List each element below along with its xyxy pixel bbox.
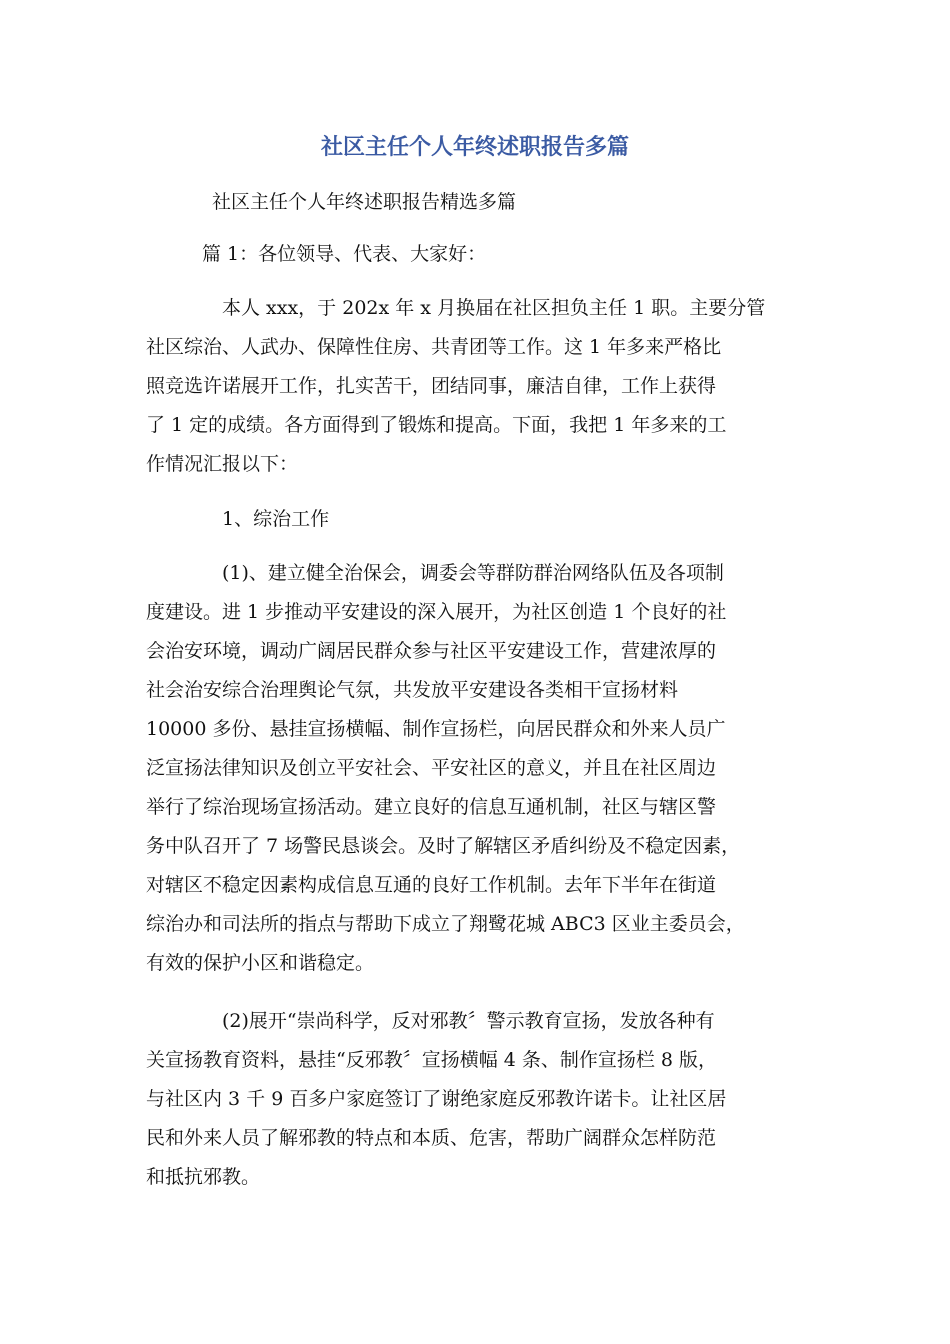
paragraph-line: 务中队召开了 7 场警民恳谈会。及时了解辖区矛盾纠纷及不稳定因素， xyxy=(146,835,741,857)
paragraph-line: 举行了综治现场宣扬活动。建立良好的信息互通机制，社区与辖区警 xyxy=(146,796,717,818)
paragraph-line: 综治办和司法所的指点与帮助下成立了翔鹭花城 ABC3 区业主委员会， xyxy=(146,913,745,935)
paragraph-line: 泛宣扬法律知识及创立平安社会、平安社区的意义，并且在社区周边 xyxy=(146,757,717,779)
paragraph-line: 10000 多份、悬挂宣扬横幅、制作宣扬栏，向居民群众和外来人员广 xyxy=(146,718,726,740)
paragraph-1 xyxy=(146,554,806,983)
paragraph-line: 有效的保护小区和谐稳定。 xyxy=(146,952,375,974)
paragraph-line: 作情况汇报以下： xyxy=(146,453,299,475)
intro-paragraph xyxy=(146,289,806,484)
paragraph-line: 关宣扬教育资料，悬挂“反邪教〞宣扬横幅 4 条、制作宣扬栏 8 版， xyxy=(146,1049,718,1071)
document-subtitle: 社区主任个人年终述职报告精选多篇 xyxy=(212,191,517,213)
paragraph-line: 社会治安综合治理舆论气氛，共发放平安建设各类相干宣扬材料 xyxy=(146,679,679,701)
paragraph-line: 对辖区不稳定因素构成信息互通的良好工作机制。去年下半年在街道 xyxy=(146,874,717,896)
greeting-line: 篇 1：各位领导、代表、大家好： xyxy=(202,243,487,265)
section-heading: 1、综治工作 xyxy=(222,508,330,530)
document-title: 社区主任个人年终述职报告多篇 xyxy=(320,135,629,160)
paragraph-line: 度建设。进 1 步推动平安建设的深入展开，为社区创造 1 个良好的社 xyxy=(146,601,727,623)
paragraph-line: 社区综治、人武办、保障性住房、共青团等工作。这 1 年多来严格比 xyxy=(146,336,722,358)
paragraph-line: 民和外来人员了解邪教的特点和本质、危害，帮助广阔群众怎样防范 xyxy=(146,1127,717,1149)
paragraph-line: 与社区内 3 千 9 百多户家庭签订了谢绝家庭反邪教许诺卡。让社区居 xyxy=(146,1088,727,1110)
paragraph-line: (1)、建立健全治保会，调委会等群防群治网络队伍及各项制 xyxy=(222,562,724,584)
paragraph-line: 会治安环境，调动广阔居民群众参与社区平安建设工作，营建浓厚的 xyxy=(146,640,717,662)
paragraph-line: 本人 xxx，于 202x 年 x 月换届在社区担负主任 1 职。主要分管 xyxy=(222,297,766,319)
paragraph-2 xyxy=(146,1002,806,1197)
paragraph-line: 了 1 定的成绩。各方面得到了锻炼和提高。下面，我把 1 年多来的工 xyxy=(146,414,727,436)
paragraph-line: (2)展开“崇尚科学，反对邪教〞警示教育宣扬，发放各种有 xyxy=(222,1010,715,1032)
paragraph-line: 和抵抗邪教。 xyxy=(146,1166,261,1188)
paragraph-line: 照竞选许诺展开工作，扎实苦干，团结同事，廉洁自律，工作上获得 xyxy=(146,375,717,397)
